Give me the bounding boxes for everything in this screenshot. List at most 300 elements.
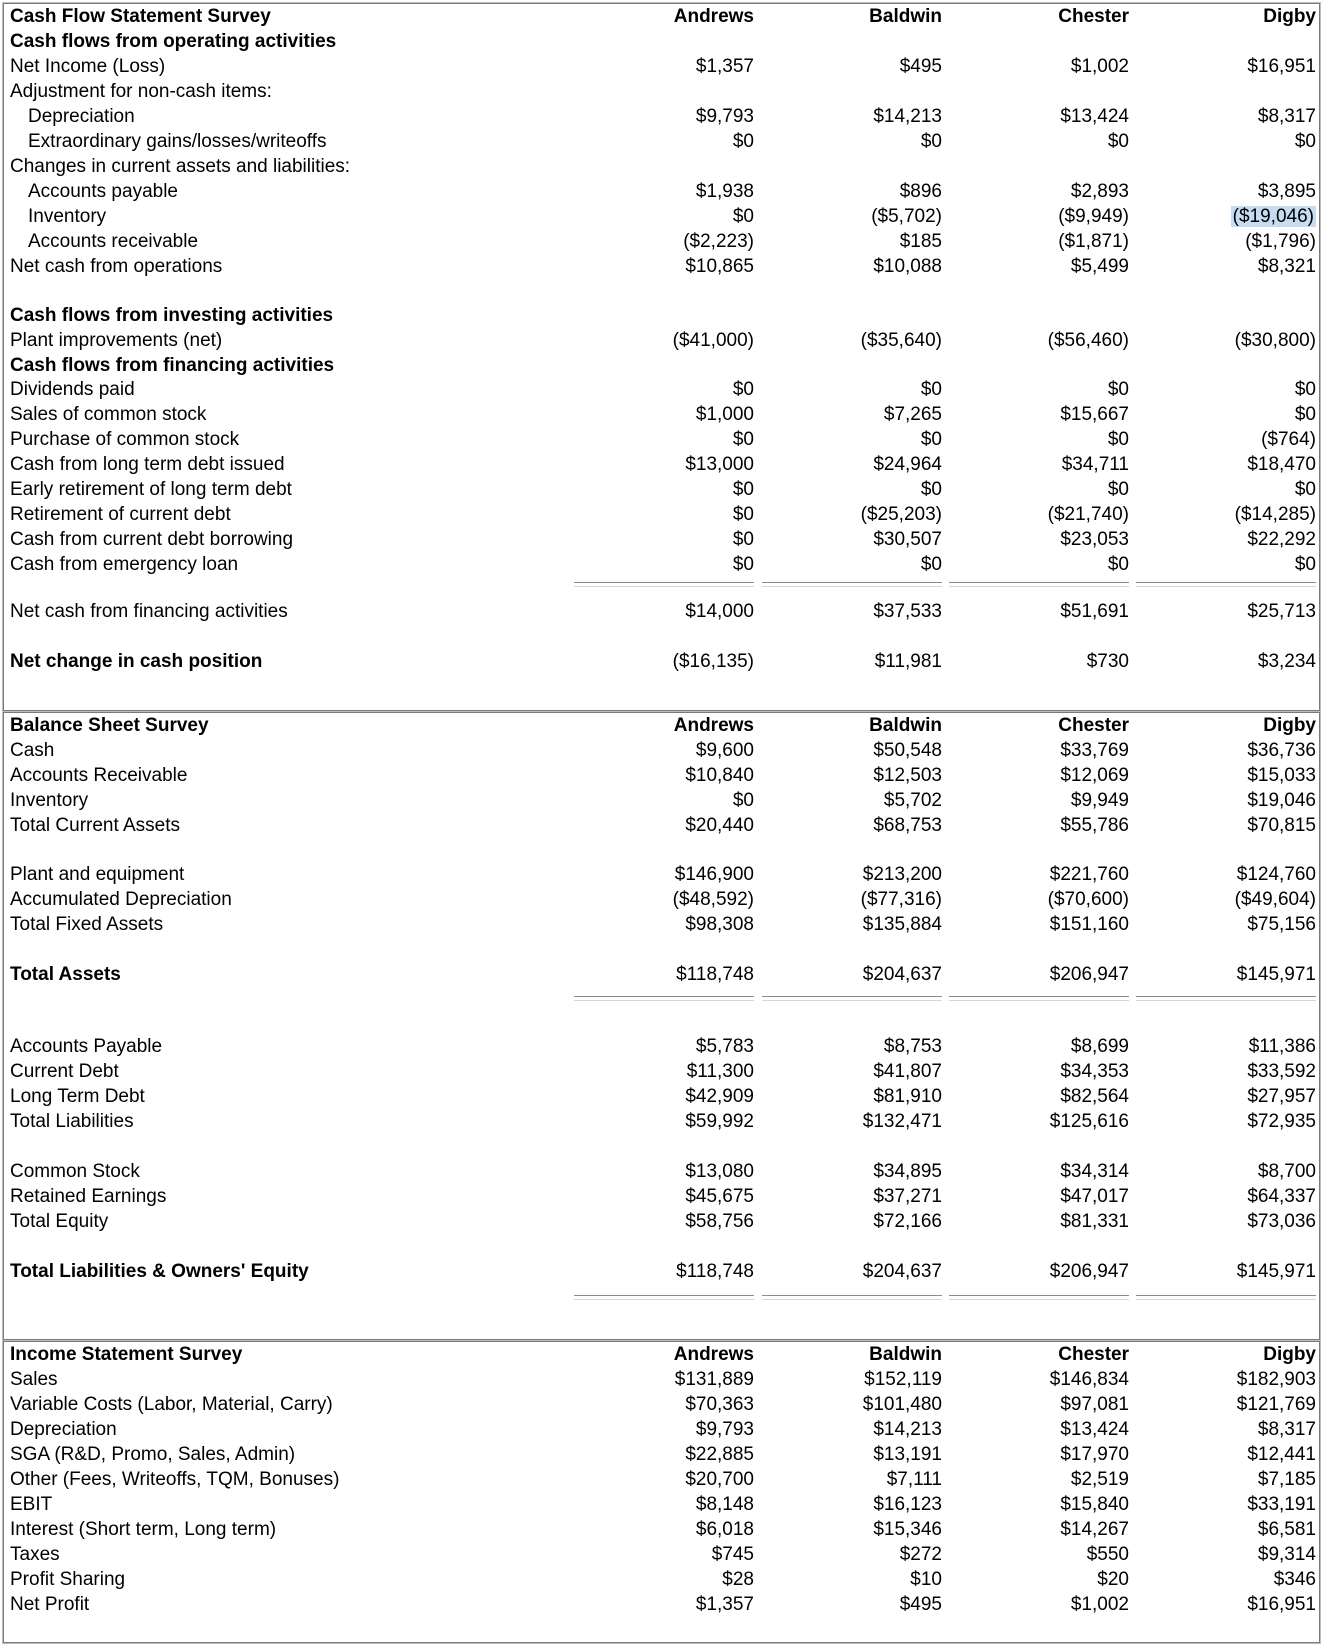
row-label: EBIT xyxy=(10,1494,53,1515)
value-chester: ($21,740) xyxy=(1047,504,1129,525)
row-label: Profit Sharing xyxy=(10,1569,126,1590)
row-label: Retirement of current debt xyxy=(10,504,231,525)
row-label: Net cash from financing activities xyxy=(10,601,288,622)
value-chester: $206,947 xyxy=(1049,1261,1129,1282)
value-andrews: $58,756 xyxy=(685,1211,754,1232)
column-header-baldwin: Baldwin xyxy=(869,1344,942,1365)
row-label: Accumulated Depreciation xyxy=(10,889,232,910)
table-row-current-debt-borrowing xyxy=(4,527,1319,553)
value-baldwin: $81,910 xyxy=(873,1086,942,1107)
value-chester: $97,081 xyxy=(1060,1394,1129,1415)
value-andrews: $0 xyxy=(732,790,754,811)
value-andrews: $0 xyxy=(732,479,754,500)
column-header-andrews: Andrews xyxy=(673,6,754,27)
value-digby: $64,337 xyxy=(1247,1186,1316,1207)
table-row-sga xyxy=(4,1442,1319,1468)
row-label: Net cash from operations xyxy=(10,256,223,277)
value-baldwin: ($25,203) xyxy=(860,504,942,525)
value-baldwin: $8,753 xyxy=(883,1036,942,1057)
value-baldwin: $41,807 xyxy=(873,1061,942,1082)
table-row-common-stock xyxy=(4,1159,1319,1185)
table-row-long-term-debt xyxy=(4,1084,1319,1110)
table-row-depreciation xyxy=(4,104,1319,130)
value-digby: $19,046 xyxy=(1247,790,1316,811)
column-header-chester: Chester xyxy=(1058,6,1129,27)
row-label: Depreciation xyxy=(28,106,135,127)
value-digby: ($49,604) xyxy=(1234,889,1316,910)
value-digby: $0 xyxy=(1294,479,1316,500)
value-digby: $16,951 xyxy=(1247,1594,1316,1615)
value-andrews: $0 xyxy=(732,554,754,575)
value-digby: $22,292 xyxy=(1247,529,1316,550)
table-row-total-liabilities-equity xyxy=(4,1259,1319,1285)
divider xyxy=(762,582,942,587)
value-chester: ($9,949) xyxy=(1058,206,1129,227)
value-chester: $0 xyxy=(1107,554,1129,575)
value-baldwin: $11,981 xyxy=(874,651,942,672)
row-label: Variable Costs (Labor, Material, Carry) xyxy=(10,1394,333,1415)
table-row-taxes xyxy=(4,1542,1319,1568)
column-header-digby: Digby xyxy=(1263,1344,1316,1365)
table-row-retained-earnings xyxy=(4,1184,1319,1210)
row-label: Total Liabilities xyxy=(10,1111,134,1132)
value-digby: $8,321 xyxy=(1257,256,1316,277)
value-baldwin: $0 xyxy=(920,479,942,500)
value-chester: $81,331 xyxy=(1060,1211,1129,1232)
table-row-early-retirement-debt xyxy=(4,477,1319,503)
cash-flow-statement-section xyxy=(3,3,1320,711)
row-label: Cash flows from operating activities xyxy=(10,31,337,52)
value-digby: $0 xyxy=(1294,131,1316,152)
row-label: Extraordinary gains/losses/writeoffs xyxy=(28,131,327,152)
value-chester: $9,949 xyxy=(1070,790,1129,811)
value-baldwin: $101,480 xyxy=(862,1394,942,1415)
value-chester: $15,667 xyxy=(1060,404,1129,425)
row-label: Cash from current debt borrowing xyxy=(10,529,294,550)
value-digby: $8,317 xyxy=(1257,106,1316,127)
row-label: Other (Fees, Writeoffs, TQM, Bonuses) xyxy=(10,1469,340,1490)
value-digby: $15,033 xyxy=(1247,765,1316,786)
value-digby: $18,470 xyxy=(1247,454,1316,475)
value-chester: $0 xyxy=(1107,379,1129,400)
table-row-total-liabilities xyxy=(4,1109,1319,1135)
value-andrews: $118,748 xyxy=(676,964,754,985)
value-andrews: $11,300 xyxy=(686,1061,754,1082)
value-digby: $70,815 xyxy=(1247,815,1316,836)
table-row-dividends-paid xyxy=(4,377,1319,403)
value-chester: $151,160 xyxy=(1049,914,1129,935)
table-row-retirement-current-debt xyxy=(4,502,1319,528)
value-chester: $34,711 xyxy=(1061,454,1129,475)
table-row-other xyxy=(4,1467,1319,1493)
value-baldwin: $896 xyxy=(899,181,942,202)
divider xyxy=(574,1295,754,1300)
section-heading-investing xyxy=(4,303,1319,329)
value-andrews: $42,909 xyxy=(685,1086,754,1107)
divider xyxy=(949,1295,1129,1300)
value-digby: $3,895 xyxy=(1257,181,1316,202)
row-label: Accounts Receivable xyxy=(10,765,188,786)
row-label: Accounts receivable xyxy=(28,231,199,252)
value-baldwin: $37,533 xyxy=(873,601,942,622)
value-baldwin: $213,200 xyxy=(862,864,942,885)
value-andrews: ($48,592) xyxy=(672,889,754,910)
table-row-emergency-loan xyxy=(4,552,1319,578)
value-baldwin: $152,119 xyxy=(864,1369,942,1390)
table-row-long-term-debt-issued xyxy=(4,452,1319,478)
value-andrews: $20,440 xyxy=(685,815,754,836)
value-andrews: $118,748 xyxy=(676,1261,754,1282)
table-row-net-cash-financing xyxy=(4,599,1319,625)
value-andrews: $0 xyxy=(732,429,754,450)
value-digby: $12,441 xyxy=(1247,1444,1316,1465)
cash-flow-header-row xyxy=(4,4,1319,30)
row-label: SGA (R&D, Promo, Sales, Admin) xyxy=(10,1444,296,1465)
table-row-interest xyxy=(4,1517,1319,1543)
value-andrews: $28 xyxy=(722,1569,754,1590)
value-baldwin: $30,507 xyxy=(873,529,942,550)
value-digby: ($30,800) xyxy=(1234,330,1316,351)
value-digby: $72,935 xyxy=(1247,1111,1316,1132)
row-label: Retained Earnings xyxy=(10,1186,167,1207)
value-baldwin: $0 xyxy=(920,131,942,152)
value-andrews: $1,000 xyxy=(695,404,754,425)
divider xyxy=(574,582,754,587)
row-label: Long Term Debt xyxy=(10,1086,145,1107)
value-chester: $146,834 xyxy=(1049,1369,1129,1390)
value-digby: $0 xyxy=(1294,404,1316,425)
row-label: Accounts payable xyxy=(28,181,178,202)
value-andrews: $13,080 xyxy=(685,1161,754,1182)
value-digby: $346 xyxy=(1273,1569,1316,1590)
value-baldwin: $68,753 xyxy=(873,815,942,836)
column-header-andrews: Andrews xyxy=(673,715,754,736)
table-row-plant-improvements xyxy=(4,328,1319,354)
table-row-extraordinary-gains xyxy=(4,129,1319,155)
value-andrews: $0 xyxy=(732,504,754,525)
value-andrews: $9,793 xyxy=(695,1419,754,1440)
row-label: Inventory xyxy=(28,206,107,227)
value-baldwin: $15,346 xyxy=(873,1519,942,1540)
value-baldwin: ($5,702) xyxy=(871,206,942,227)
value-chester: $14,267 xyxy=(1060,1519,1129,1540)
value-digby: $145,971 xyxy=(1236,1261,1316,1282)
table-row-profit-sharing xyxy=(4,1567,1319,1593)
table-row-sales xyxy=(4,1367,1319,1393)
value-chester: $5,499 xyxy=(1070,256,1129,277)
table-row-inventory xyxy=(4,788,1319,814)
value-andrews: $13,000 xyxy=(685,454,754,475)
value-chester: ($56,460) xyxy=(1047,330,1129,351)
value-chester: $47,017 xyxy=(1060,1186,1129,1207)
value-chester: $34,353 xyxy=(1060,1061,1129,1082)
value-baldwin: $37,271 xyxy=(873,1186,942,1207)
table-row-plant-equipment xyxy=(4,862,1319,888)
row-label: Total Assets xyxy=(10,964,121,985)
table-row-total-current-assets xyxy=(4,813,1319,839)
value-baldwin: $10,088 xyxy=(873,256,942,277)
value-digby: $3,234 xyxy=(1257,651,1316,672)
value-baldwin: $495 xyxy=(899,1594,942,1615)
value-andrews: $0 xyxy=(732,131,754,152)
value-digby: $33,191 xyxy=(1247,1494,1316,1515)
value-digby: $8,700 xyxy=(1257,1161,1316,1182)
value-andrews: ($2,223) xyxy=(683,231,754,252)
value-chester: $0 xyxy=(1107,429,1129,450)
table-row-cash xyxy=(4,738,1319,764)
divider xyxy=(762,1295,942,1300)
value-baldwin: $7,265 xyxy=(883,404,942,425)
value-andrews: $45,675 xyxy=(685,1186,754,1207)
value-baldwin: $495 xyxy=(899,56,942,77)
column-header-andrews: Andrews xyxy=(673,1344,754,1365)
value-chester: $82,564 xyxy=(1060,1086,1129,1107)
subheading-current-changes xyxy=(4,154,1319,180)
value-andrews: $10,865 xyxy=(685,256,754,277)
table-row-net-change-cash xyxy=(4,649,1319,675)
value-baldwin: $7,111 xyxy=(886,1469,942,1490)
value-baldwin: $272 xyxy=(899,1544,942,1565)
table-row-net-profit xyxy=(4,1592,1319,1618)
table-row-ebit xyxy=(4,1492,1319,1518)
value-chester: $0 xyxy=(1107,131,1129,152)
value-baldwin: $14,213 xyxy=(873,1419,942,1440)
row-label: Total Liabilities & Owners' Equity xyxy=(10,1261,309,1282)
divider xyxy=(574,996,754,1001)
value-baldwin: $16,123 xyxy=(873,1494,942,1515)
value-baldwin: $5,702 xyxy=(883,790,942,811)
value-baldwin: $0 xyxy=(920,554,942,575)
value-andrews: $0 xyxy=(732,206,754,227)
table-row-inventory xyxy=(4,204,1319,230)
row-label: Cash xyxy=(10,740,55,761)
balance-sheet-title: Balance Sheet Survey xyxy=(10,715,209,736)
income-statement-section xyxy=(3,1341,1320,1643)
divider xyxy=(1136,582,1316,587)
value-digby: $16,951 xyxy=(1247,56,1316,77)
row-label: Plant improvements (net) xyxy=(10,330,223,351)
selected-text-highlight[interactable]: ($19,046) xyxy=(1232,206,1314,227)
value-andrews: $0 xyxy=(732,379,754,400)
row-label: Adjustment for non-cash items: xyxy=(10,81,272,102)
value-chester: $51,691 xyxy=(1060,601,1129,622)
value-digby: ($14,285) xyxy=(1234,504,1316,525)
divider xyxy=(949,996,1129,1001)
cash-flow-title: Cash Flow Statement Survey xyxy=(10,6,271,27)
value-chester: $206,947 xyxy=(1049,964,1129,985)
value-baldwin: $135,884 xyxy=(862,914,942,935)
divider xyxy=(949,582,1129,587)
value-baldwin: $0 xyxy=(920,429,942,450)
value-digby: $6,581 xyxy=(1257,1519,1316,1540)
value-chester: $23,053 xyxy=(1060,529,1129,550)
value-digby: $27,957 xyxy=(1247,1086,1316,1107)
value-chester: $550 xyxy=(1086,1544,1129,1565)
column-header-baldwin: Baldwin xyxy=(869,715,942,736)
table-row-current-debt xyxy=(4,1059,1319,1085)
value-andrews: $9,793 xyxy=(695,106,754,127)
row-label: Purchase of common stock xyxy=(10,429,240,450)
value-digby: $124,760 xyxy=(1236,864,1316,885)
value-andrews: $1,357 xyxy=(695,56,754,77)
value-digby: $9,314 xyxy=(1257,1544,1316,1565)
value-baldwin: $14,213 xyxy=(873,106,942,127)
value-digby: $33,592 xyxy=(1247,1061,1316,1082)
value-digby: $8,317 xyxy=(1257,1419,1316,1440)
value-andrews: ($41,000) xyxy=(672,330,754,351)
value-andrews: $0 xyxy=(732,529,754,550)
table-row-total-fixed-assets xyxy=(4,912,1319,938)
value-chester: $1,002 xyxy=(1070,1594,1129,1615)
value-chester: $15,840 xyxy=(1060,1494,1129,1515)
value-baldwin: ($35,640) xyxy=(860,330,942,351)
value-baldwin: $204,637 xyxy=(862,1261,942,1282)
value-chester: $12,069 xyxy=(1060,765,1129,786)
row-label: Net Income (Loss) xyxy=(10,56,166,77)
value-andrews: $5,783 xyxy=(695,1036,754,1057)
value-baldwin: $185 xyxy=(899,231,942,252)
row-label: Cash flows from financing activities xyxy=(10,355,335,376)
value-digby: $7,185 xyxy=(1257,1469,1316,1490)
value-chester: $13,424 xyxy=(1060,1419,1129,1440)
table-row-net-income xyxy=(4,54,1319,80)
value-digby-selected[interactable] xyxy=(1146,204,1316,230)
value-chester: $33,769 xyxy=(1060,740,1129,761)
table-row-total-equity xyxy=(4,1209,1319,1235)
value-digby: $73,036 xyxy=(1247,1211,1316,1232)
table-row-accumulated-depreciation xyxy=(4,887,1319,913)
income-statement-header-row xyxy=(4,1342,1319,1368)
value-baldwin: $12,503 xyxy=(873,765,942,786)
value-digby: $0 xyxy=(1294,554,1316,575)
value-chester: $0 xyxy=(1107,479,1129,500)
value-chester: $221,760 xyxy=(1049,864,1129,885)
table-row-accounts-payable xyxy=(4,179,1319,205)
table-row-purchase-common-stock xyxy=(4,427,1319,453)
value-andrews: $70,363 xyxy=(685,1394,754,1415)
value-digby: $0 xyxy=(1294,379,1316,400)
divider xyxy=(762,996,942,1001)
value-chester: $17,970 xyxy=(1060,1444,1129,1465)
row-label: Early retirement of long term debt xyxy=(10,479,292,500)
table-row-accounts-payable xyxy=(4,1034,1319,1060)
row-label: Total Current Assets xyxy=(10,815,181,836)
row-label: Depreciation xyxy=(10,1419,117,1440)
divider xyxy=(1136,1295,1316,1300)
value-chester: $13,424 xyxy=(1060,106,1129,127)
value-chester: $2,893 xyxy=(1070,181,1129,202)
value-digby: $36,736 xyxy=(1247,740,1316,761)
table-row-total-assets xyxy=(4,962,1319,988)
row-label: Interest (Short term, Long term) xyxy=(10,1519,277,1540)
value-digby: $145,971 xyxy=(1236,964,1316,985)
value-andrews: $1,357 xyxy=(695,1594,754,1615)
value-baldwin: $24,964 xyxy=(873,454,942,475)
row-label: Net Profit xyxy=(10,1594,90,1615)
value-chester: $1,002 xyxy=(1070,56,1129,77)
value-andrews: $131,889 xyxy=(674,1369,754,1390)
value-baldwin: $13,191 xyxy=(873,1444,942,1465)
table-row-accounts-receivable xyxy=(4,763,1319,789)
row-label: Sales xyxy=(10,1369,58,1390)
column-header-chester: Chester xyxy=(1058,715,1129,736)
row-label: Accounts Payable xyxy=(10,1036,163,1057)
value-andrews: $10,840 xyxy=(685,765,754,786)
value-andrews: ($16,135) xyxy=(672,651,754,672)
row-label: Net change in cash position xyxy=(10,651,263,672)
value-chester: $125,616 xyxy=(1049,1111,1129,1132)
row-label: Changes in current assets and liabilities: xyxy=(10,156,351,177)
value-andrews: $22,885 xyxy=(685,1444,754,1465)
value-digby: $25,713 xyxy=(1247,601,1316,622)
row-label: Taxes xyxy=(10,1544,60,1565)
row-label: Cash from emergency loan xyxy=(10,554,239,575)
column-header-digby: Digby xyxy=(1263,6,1316,27)
column-header-chester: Chester xyxy=(1058,1344,1129,1365)
row-label: Total Fixed Assets xyxy=(10,914,164,935)
value-andrews: $14,000 xyxy=(685,601,754,622)
value-chester: $20 xyxy=(1097,1569,1129,1590)
value-baldwin: $0 xyxy=(920,379,942,400)
balance-sheet-header-row xyxy=(4,713,1319,739)
column-header-baldwin: Baldwin xyxy=(869,6,942,27)
value-chester: ($70,600) xyxy=(1047,889,1129,910)
value-digby: ($1,796) xyxy=(1245,231,1316,252)
row-label: Dividends paid xyxy=(10,379,135,400)
value-digby: ($764) xyxy=(1261,429,1316,450)
row-label: Total Equity xyxy=(10,1211,109,1232)
section-heading-operating xyxy=(4,29,1319,55)
row-label: Inventory xyxy=(10,790,89,811)
value-chester: $8,699 xyxy=(1070,1036,1129,1057)
row-label: Plant and equipment xyxy=(10,864,185,885)
column-header-digby: Digby xyxy=(1263,715,1316,736)
value-baldwin: $50,548 xyxy=(873,740,942,761)
value-digby: $75,156 xyxy=(1247,914,1316,935)
table-row-sales-common-stock xyxy=(4,402,1319,428)
subheading-non-cash-adjustments xyxy=(4,79,1319,105)
row-label: Current Debt xyxy=(10,1061,119,1082)
value-chester: ($1,871) xyxy=(1058,231,1129,252)
value-andrews: $146,900 xyxy=(674,864,754,885)
value-chester: $2,519 xyxy=(1070,1469,1129,1490)
divider xyxy=(1136,996,1316,1001)
value-andrews: $1,938 xyxy=(695,181,754,202)
value-digby: $182,903 xyxy=(1236,1369,1316,1390)
row-label: Common Stock xyxy=(10,1161,140,1182)
value-andrews: $8,148 xyxy=(695,1494,754,1515)
value-baldwin: $34,895 xyxy=(873,1161,942,1182)
value-andrews: $6,018 xyxy=(695,1519,754,1540)
table-row-depreciation xyxy=(4,1417,1319,1443)
value-andrews: $20,700 xyxy=(685,1469,754,1490)
row-label: Cash from long term debt issued xyxy=(10,454,285,475)
balance-sheet-section xyxy=(3,712,1320,1340)
value-andrews: $745 xyxy=(711,1544,754,1565)
value-chester: $55,786 xyxy=(1060,815,1129,836)
value-andrews: $98,308 xyxy=(685,914,754,935)
value-chester: $730 xyxy=(1086,651,1129,672)
table-row-net-cash-operations xyxy=(4,254,1319,280)
value-baldwin: $10 xyxy=(910,1569,942,1590)
value-andrews: $59,992 xyxy=(685,1111,754,1132)
value-baldwin: $132,471 xyxy=(862,1111,942,1132)
value-digby: $11,386 xyxy=(1248,1036,1316,1057)
table-row-variable-costs xyxy=(4,1392,1319,1418)
value-chester: $34,314 xyxy=(1060,1161,1129,1182)
value-baldwin: $204,637 xyxy=(862,964,942,985)
section-heading-financing xyxy=(4,353,1319,379)
